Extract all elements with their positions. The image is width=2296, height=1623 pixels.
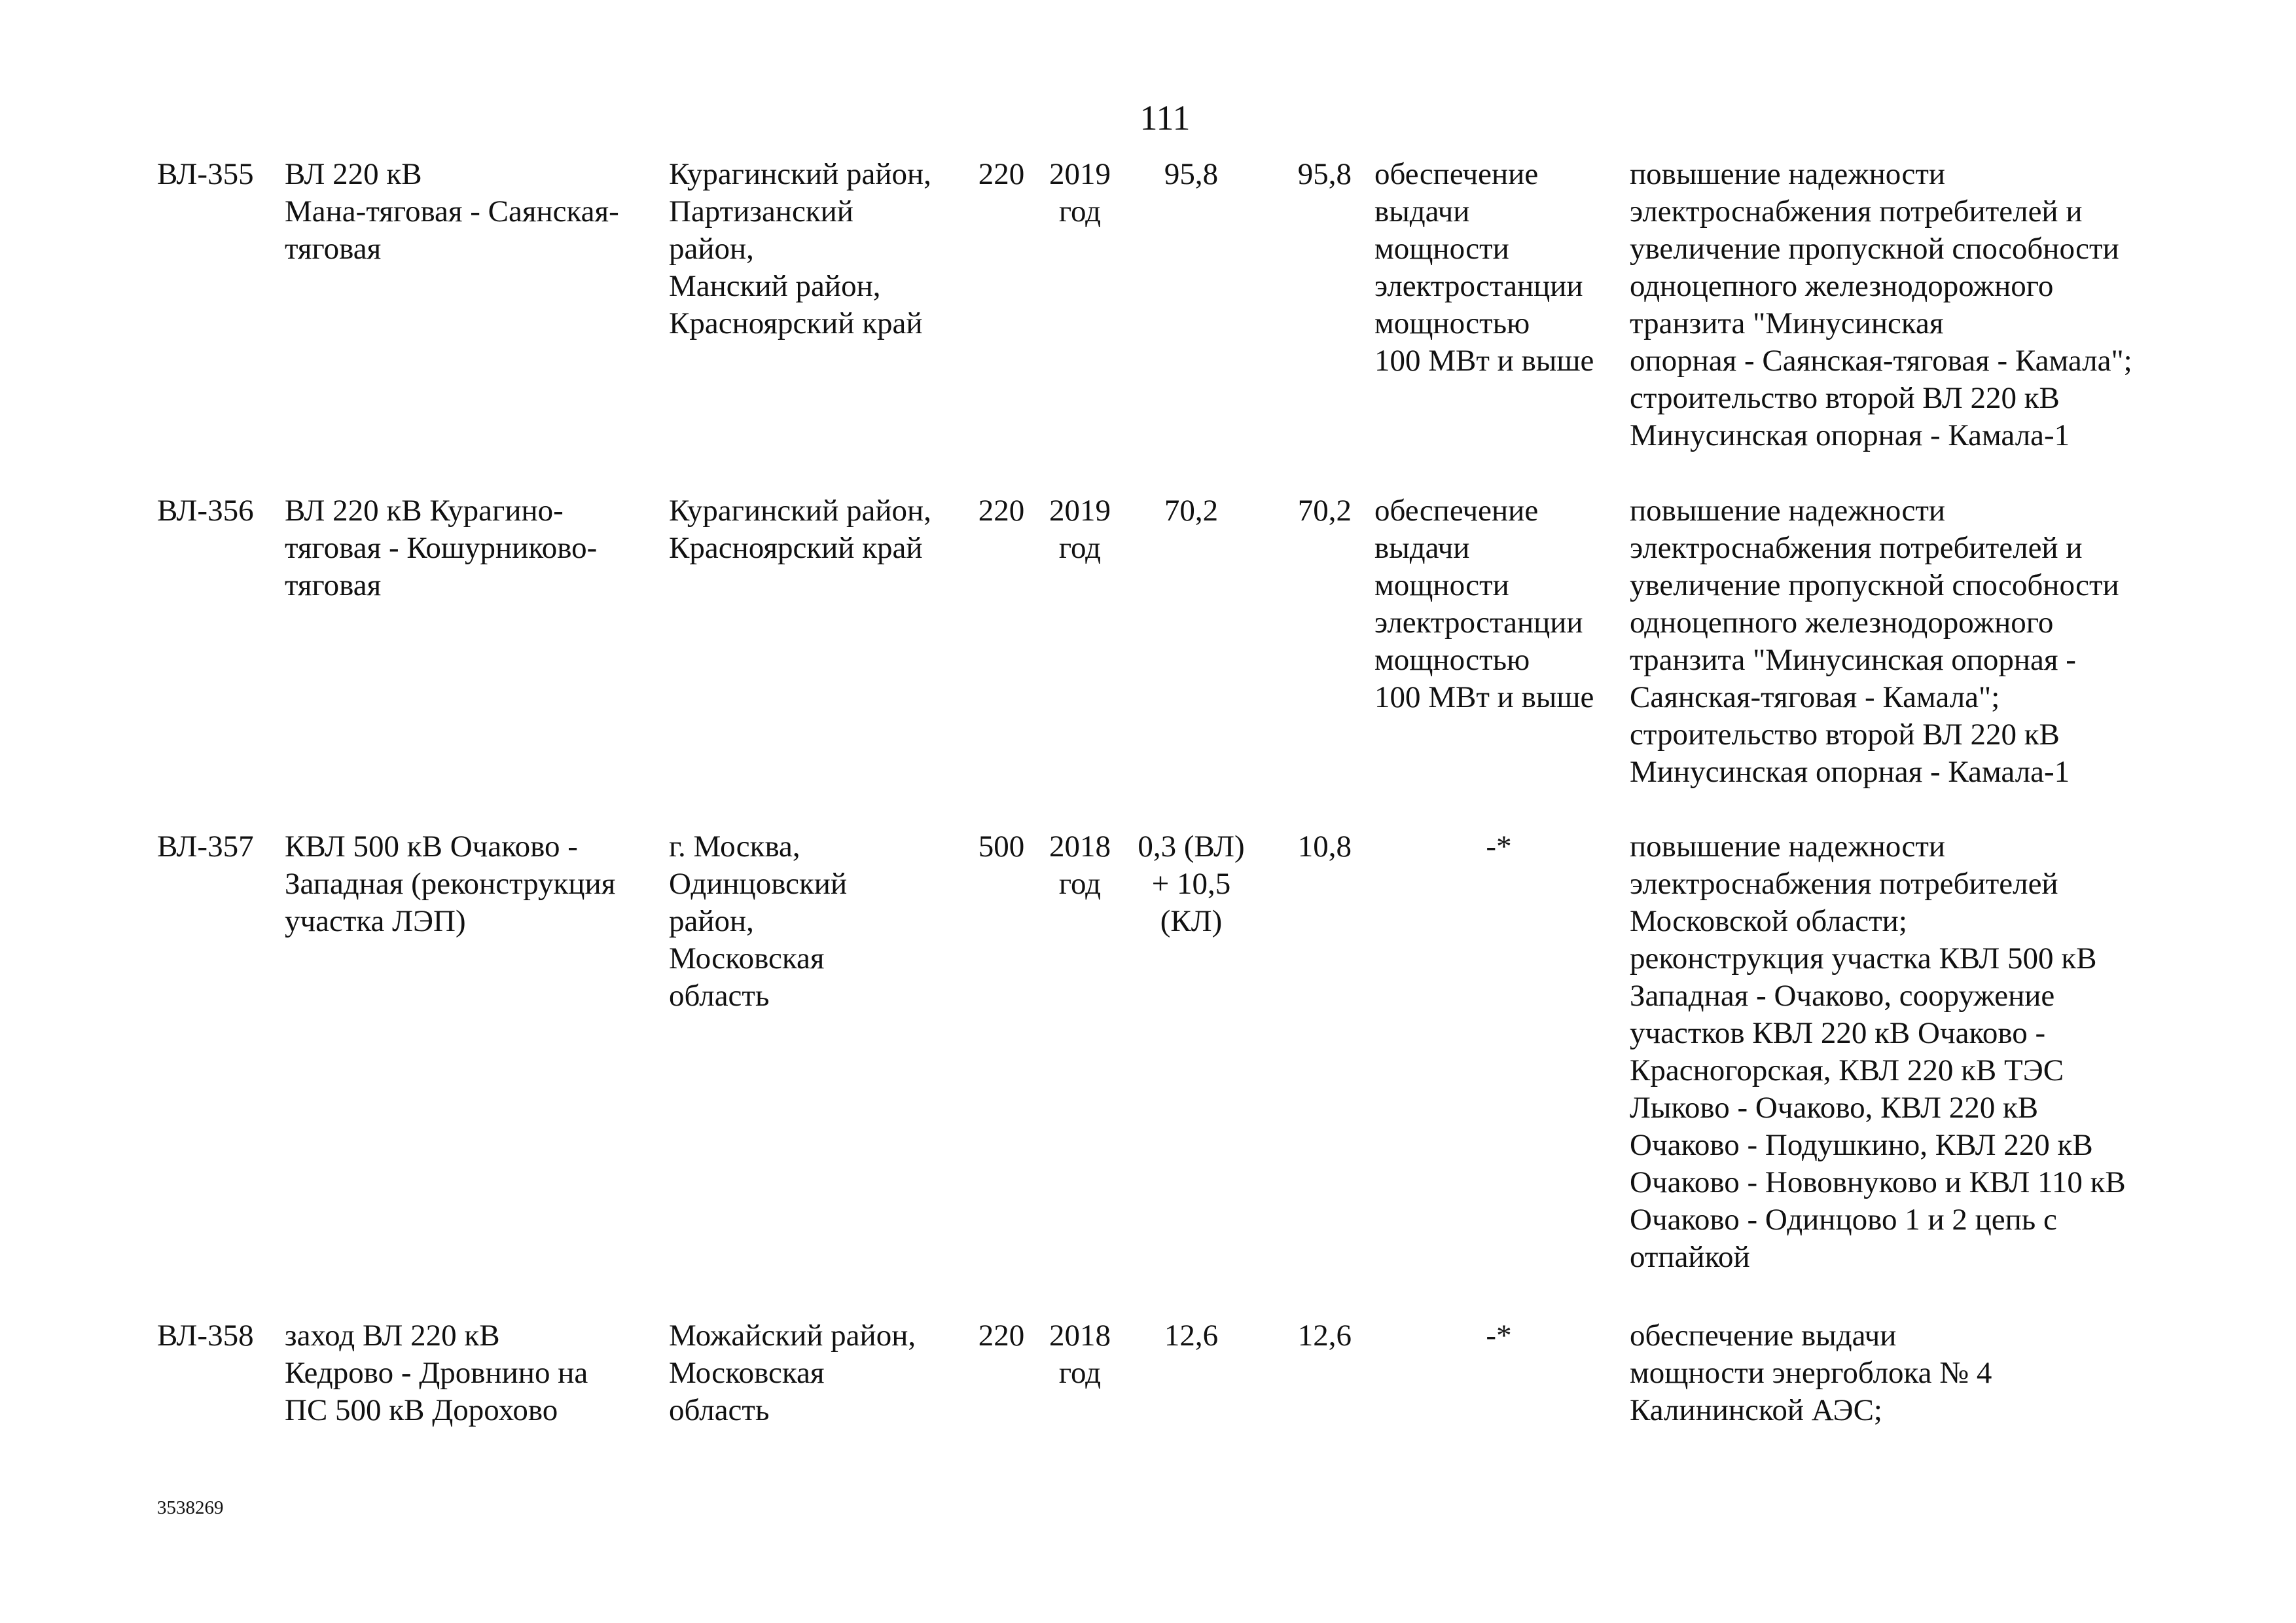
line-length-total: 70,2 [1297, 494, 1352, 528]
line-purpose: обеспечение выдачи мощности электростанции мощностью 100 МВт и выше [1374, 494, 1594, 714]
footer-document-code: 3538269 [157, 1497, 224, 1518]
line-region: Можайский район, Московская область [669, 1319, 916, 1427]
line-year: 2018 год [1049, 1319, 1111, 1390]
line-year: 2019 год [1049, 494, 1111, 565]
line-name: заход ВЛ 220 кВ Кедрово - Дровнино на ПС 500 кВ Дорохово [285, 1319, 588, 1427]
page-number: 111 [1139, 98, 1191, 137]
line-length-segments: 70,2 [1164, 494, 1219, 528]
line-region: Курагинский район, Красноярский край [669, 494, 931, 565]
line-year: 2019 год [1049, 157, 1111, 228]
line-length-segments: 0,3 (ВЛ) + 10,5 (КЛ) [1138, 830, 1245, 938]
line-justification: обеспечение выдачи мощности энергоблока № 4 Калининской АЭС; [1630, 1319, 1992, 1427]
line-length-segments: 95,8 [1164, 157, 1219, 191]
line-purpose: -* [1486, 1319, 1512, 1353]
line-code: ВЛ-358 [157, 1319, 254, 1353]
line-voltage: 220 [978, 494, 1025, 528]
line-purpose: обеспечение выдачи мощности электростанции мощностью 100 МВт и выше [1374, 157, 1594, 378]
line-name: ВЛ 220 кВ Курагино- тяговая - Кошурниково- тяговая [285, 494, 598, 602]
line-voltage: 500 [978, 830, 1025, 864]
line-name: ВЛ 220 кВ Мана-тяговая - Саянская- тяговая [285, 157, 619, 266]
line-length-total: 95,8 [1297, 157, 1352, 191]
line-region: г. Москва, Одинцовский район, Московская область [669, 830, 848, 1013]
line-code: ВЛ-356 [157, 494, 254, 528]
line-justification: повышение надежности электроснабжения потребителей Московской области; реконструкция участка КВЛ 500 кВ Западная - Очаково, сооружение участков КВЛ 220 кВ Очаково - Красногорская, КВЛ 220 кВ ТЭС Лыково - Очаково, КВЛ 220 кВ Очаково - Подушкино, КВЛ 220 кВ Очаково - Нововнуково и КВЛ 110 кВ Очаково - Одинцово 1 и 2 цепь с отпайкой [1630, 830, 2126, 1274]
line-region: Курагинский район, Партизанский район, Манский район, Красноярский край [669, 157, 931, 340]
line-year: 2018 год [1049, 830, 1111, 901]
line-code: ВЛ-355 [157, 157, 254, 191]
line-purpose: -* [1486, 830, 1512, 864]
line-length-total: 12,6 [1297, 1319, 1352, 1353]
line-voltage: 220 [978, 1319, 1025, 1353]
line-length-total: 10,8 [1297, 830, 1352, 864]
line-length-segments: 12,6 [1164, 1319, 1219, 1353]
line-justification: повышение надежности электроснабжения потребителей и увеличение пропускной способности одноцепного железнодорожного транзита "Минусинская опорная - Саянская-тяговая - Камала"; строительство второй ВЛ 220 кВ Минусинская опорная - Камала-1 [1630, 494, 2119, 789]
line-code: ВЛ-357 [157, 830, 254, 864]
line-justification: повышение надежности электроснабжения потребителей и увеличение пропускной способности одноцепного железнодорожного транзита "Минусинская опорная - Саянская-тяговая - Камала"; строительство второй ВЛ 220 кВ Минусинская опорная - Камала-1 [1630, 157, 2132, 452]
line-name: КВЛ 500 кВ Очаково - Западная (реконструкция участка ЛЭП) [285, 830, 616, 938]
line-voltage: 220 [978, 157, 1025, 191]
